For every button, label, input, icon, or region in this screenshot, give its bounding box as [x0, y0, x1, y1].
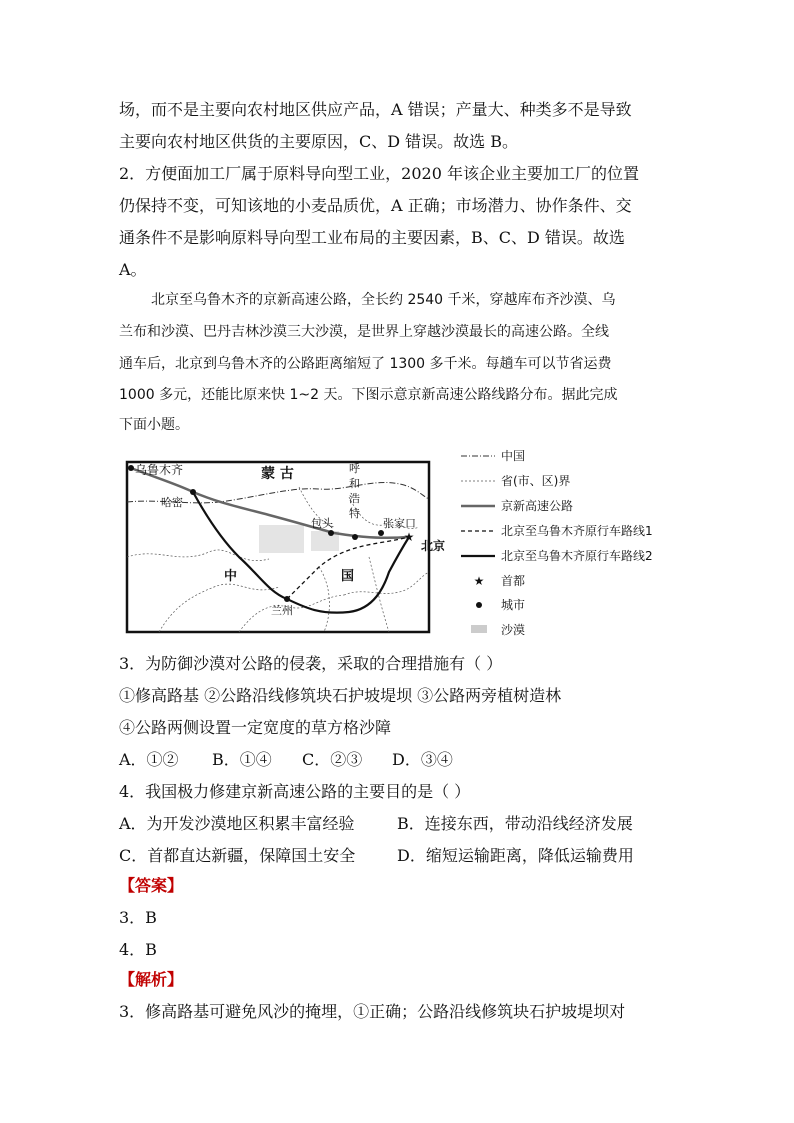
passage-line-2: 兰布和沙漠、巴丹吉林沙漠三大沙漠，是世界上穿越沙漠最长的高速公路。全线 [119, 324, 609, 340]
label-baotou: 包头 [311, 517, 333, 530]
answer-3: 3．B [119, 908, 157, 927]
label-urumqi: 乌鲁木齐 [135, 463, 184, 477]
q3-option-b: B．①④ [212, 750, 272, 769]
legend-desert: 沙漠 [501, 623, 526, 637]
answer-tag: 【答案】 [119, 876, 184, 895]
q3-stem: 3．为防御沙漠对公路的侵袭，采取的合理措施有（ ） [119, 654, 503, 673]
legend-expressway: 京新高速公路 [501, 499, 574, 513]
answer-4: 4．B [119, 940, 157, 959]
q3-option-c: C．②③ [302, 750, 363, 769]
legend-route-1: 北京至乌鲁木齐原行车路线1 [501, 524, 653, 538]
route-map [119, 447, 679, 637]
label-hohhot-3: 浩 [349, 492, 360, 505]
analysis-q2-line-4: A。 [119, 260, 147, 279]
q4-option-c: C．首都直达新疆，保障国土安全 [119, 846, 356, 865]
q4-option-d: D．缩短运输距离，降低运输费用 [397, 846, 634, 865]
city-lanzhou [284, 596, 290, 602]
label-guo: 国 [341, 569, 355, 584]
legend-city: 城市 [501, 598, 526, 612]
analysis-tag: 【解析】 [119, 970, 184, 989]
analysis-q2-line-3: 通条件不是影响原料导向型工业布局的主要因素，B、C、D 错误。故选 [119, 228, 625, 247]
q4-option-a: A．为开发沙漠地区积累丰富经验 [119, 814, 355, 833]
label-hohhot-1: 呼 [349, 462, 360, 475]
legend-capital: 首都 [501, 574, 526, 588]
legend-province: 省(市、区)界 [501, 474, 571, 488]
map-legend [461, 448, 653, 637]
label-zhong: 中 [224, 569, 238, 584]
label-mongolia: 蒙 古 [261, 466, 294, 482]
label-lanzhou: 兰州 [271, 604, 293, 617]
label-beijing: 北京 [421, 539, 446, 553]
q4-stem: 4．我国极力修建京新高速公路的主要目的是（ ） [119, 782, 471, 801]
analysis-prev-line-1: 场，而不是主要向农村地区供应产品，A 错误；产量大、种类多不是导致 [119, 100, 632, 119]
legend-route-2: 北京至乌鲁木齐原行车路线2 [501, 549, 653, 563]
passage-line-3: 通车后，北京到乌鲁木齐的公路距离缩短了 1300 多千米。每趟车可以节省运费 [119, 356, 612, 372]
analysis-prev-line-2: 主要向农村地区供货的主要原因，C、D 错误。故选 B。 [119, 132, 519, 151]
city-zhangjiakou [378, 530, 384, 536]
q3-option-a: A．①② [119, 750, 179, 769]
label-hohhot-4: 特 [349, 507, 360, 520]
label-hohhot-2: 和 [349, 477, 360, 490]
analysis-q2-line-2: 仍保持不变，可知该地的小麦品质优，A 正确；市场潜力、协作条件、交 [119, 196, 632, 215]
q3-items-line-1: ①修高路基 ②公路沿线修筑块石护坡堤坝 ③公路两旁植树造林 [119, 686, 562, 705]
legend-china: 中国 [501, 449, 526, 463]
analysis-line-1: 3．修高路基可避免风沙的掩埋，①正确；公路沿线修筑块石护坡堤坝对 [119, 1002, 626, 1021]
q3-items-line-2: ④公路两侧设置一定宽度的草方格沙障 [119, 718, 392, 737]
city-baotou [328, 530, 334, 536]
q3-option-d: D．③④ [392, 750, 453, 769]
passage-line-5: 下面小题。 [119, 417, 189, 433]
passage-line-1: 北京至乌鲁木齐的京新高速公路，全长约 2540 千米，穿越库布齐沙漠、乌 [151, 292, 616, 308]
svg-text:★: ★ [473, 574, 485, 588]
city-urumqi [128, 465, 134, 471]
label-hami: 哈密 [161, 496, 183, 509]
capital-beijing-marker: ★ [403, 530, 415, 544]
label-zhangjiakou: 张家口 [383, 517, 416, 530]
city-hami [190, 489, 196, 495]
analysis-q2-line-1: 2．方便面加工厂属于原料导向型工业，2020 年该企业主要加工厂的位置 [119, 164, 639, 183]
city-hohhot [352, 534, 358, 540]
q4-option-b: B．连接东西，带动沿线经济发展 [397, 814, 633, 833]
passage-line-4: 1000 多元，还能比原来快 1~2 天。下图示意京新高速公路线路分布。据此完成 [119, 387, 618, 403]
